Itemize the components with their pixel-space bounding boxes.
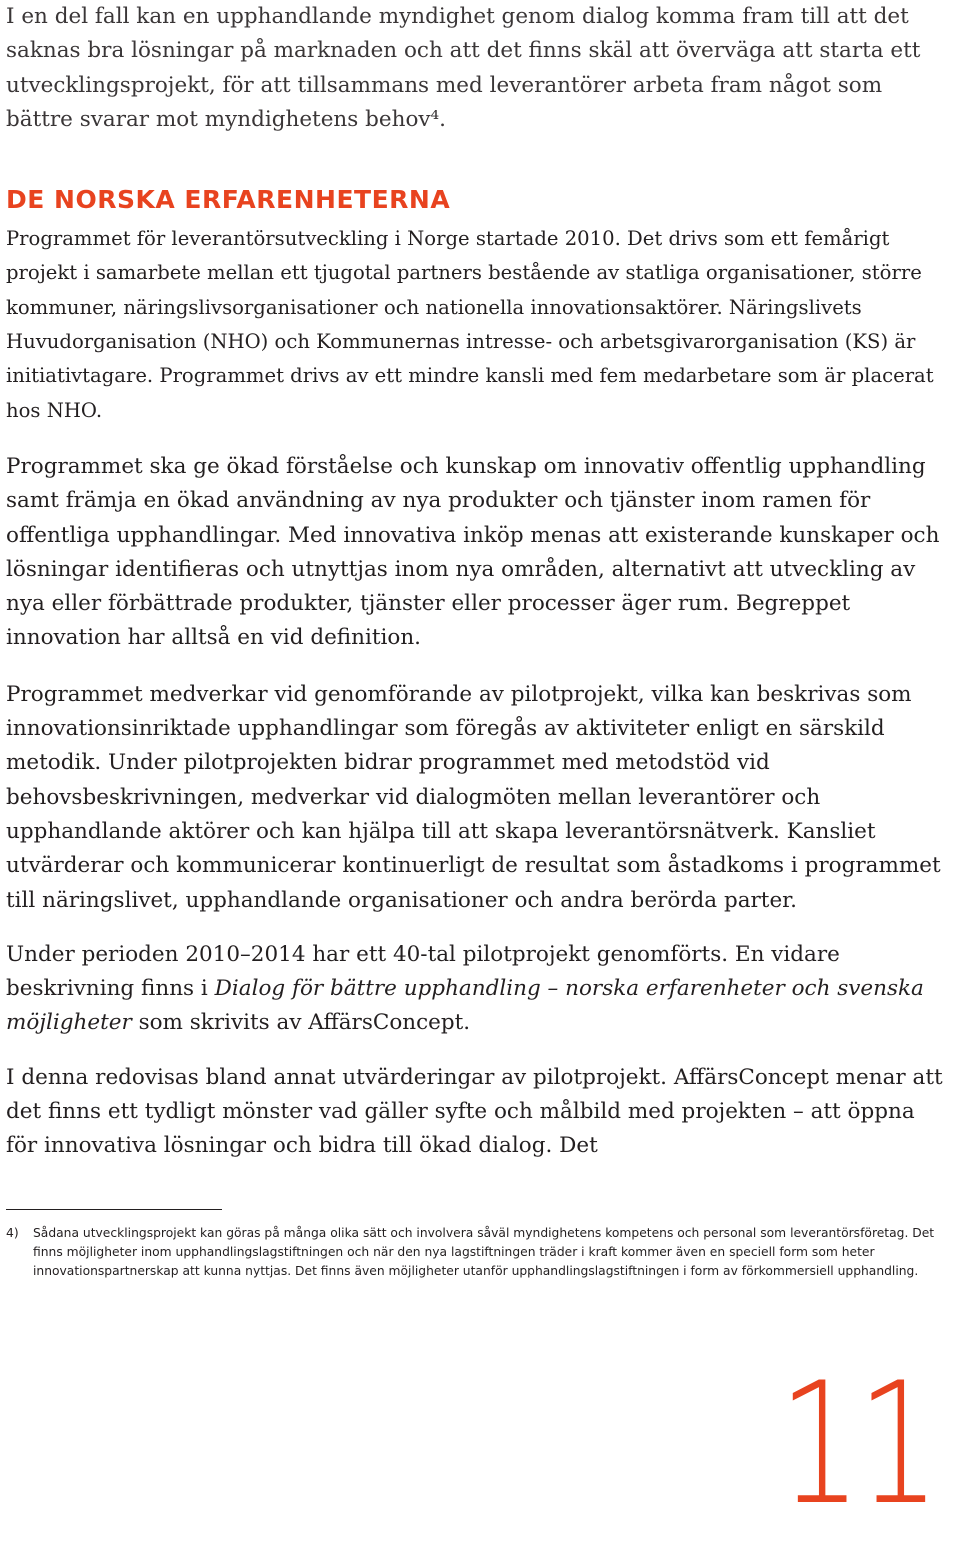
paragraph-evaluations: I denna redovisas bland annat utvärderingar av pilotprojekt. AffärsConcept menar att det finns ett tydligt mönster vad gäller syfte och målbild med projekten – att öppna för innovativa lösningar och bidra till ökad dialog. Det	[6, 1064, 943, 1159]
page-content	[6, 0, 950, 1164]
period-text-start: Under perioden 2010–2014 har ett 40-tal pilotprojekt genomförts. En vidare beskrivning finns i	[6, 941, 840, 1002]
page-number: 11	[778, 1346, 936, 1542]
period-text-end: som skrivits av AffärsConcept.	[131, 1010, 471, 1036]
paragraph-pilot-projects: Programmet medverkar vid genomförande av pilotprojekt, vilka kan beskrivas som innovationsinriktade upphandlingar som föregås av aktiviteter enligt en särskild metodik. Under pilotprojekten bidrar programmet med metodstöd vid behovsbeskrivningen, medverkar vid dialogmöten mellan leverantörer och upphandlande aktörer och kan hjälpa till att skapa leverantörsnätverk. Kansliet utvärderar och kommunicerar kontinuerligt de resultat som åstadkoms i programmet till näringslivet, upphandlande organisationer och andra berörda parter.	[6, 681, 941, 913]
footnote	[6, 1224, 956, 1281]
section-heading: DE NORSKA ERFARENHETERNA	[6, 185, 451, 215]
footnote-divider	[6, 1209, 222, 1210]
footnote-text: Sådana utvecklingsprojekt kan göras på många olika sätt och involvera såväl myndighetens kompetens och personal som leverantörsföretag. Det finns möjligheter inom upphandlingslagstiftningen och när den nya lagstiftningen träder i kraft kommer även en speciell form som heter innovationspartnerskap att kunna nyttjas. Det finns även möjligheter utanför upphandlingslagstiftningen i form av förkommersiell upphandling.	[33, 1226, 935, 1278]
intro-paragraph: I en del fall kan en upphandlande myndighet genom dialog komma fram till att det saknas bra lösningar på marknaden och att det finns skäl att överväga att starta ett utvecklingsprojekt, för att tillsammans med leverantörer arbeta fram något som bättre svarar mot myndighetens behov⁴.	[6, 4, 921, 132]
paragraph-program-goals: Programmet ska ge ökad förståelse och kunskap om innovativ offentlig upphandling samt främja en ökad användning av nya produkter och tjänster inom ramen för offentliga upphandlingar. Med innovativa inköp menas att existerande kunskaper och lösningar identifieras och utnyttjas inom nya områden, alternativt att utveckling av nya eller förbättrade produkter, tjänster eller processer äger rum. Begreppet innovation har alltså en vid definition.	[6, 453, 940, 651]
report-title: Dialog för bättre upphandling – norska erfarenheter och svenska möjligheter	[6, 976, 924, 1036]
paragraph-period	[6, 938, 950, 1041]
footnote-number: 4)	[6, 1226, 19, 1240]
paragraph-program-start: Programmet för leverantörsutveckling i Norge startade 2010. Det drivs som ett femårigt projekt i samarbete mellan ett tjugotal partners bestående av statliga organisationer, större kommuner, näringslivsorganisationer och nationella innovationsaktörer. Näringslivets Huvudorganisation (NHO) och Kommunernas intresse- och arbetsgivarorganisation (KS) är initiativtagare. Programmet drivs av ett mindre kansli med fem medarbetare som är placerat hos NHO.	[6, 227, 934, 422]
